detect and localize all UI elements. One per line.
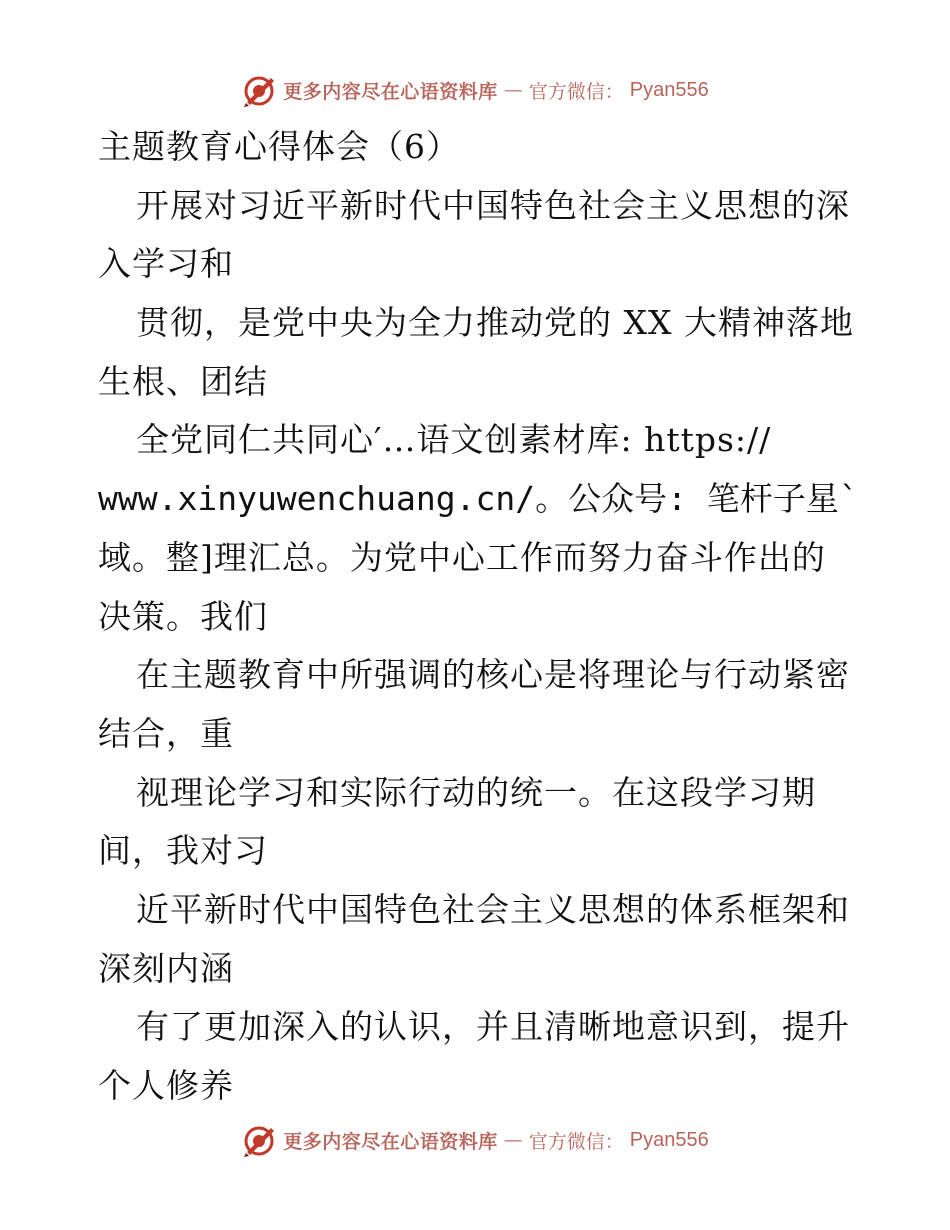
paragraph-line: 生根、团结 <box>98 361 268 401</box>
banner-separator: — <box>503 1129 523 1151</box>
paragraph-line: 间，我对习 <box>98 831 268 871</box>
banner-separator: — <box>503 79 523 101</box>
pen-logo-icon <box>241 1122 277 1158</box>
banner-wechat-id: Pyan556 <box>629 78 709 101</box>
paragraph-line: 在主题教育中所强调的核心是将理论与行动紧密 <box>136 655 850 695</box>
paragraph-line: 深刻内涵 <box>98 948 234 988</box>
banner-official-label: 官方微信： <box>528 1130 624 1153</box>
paragraph-line-url: www.xinyuwenchuang.cn/。公众号: 笔杆子星` <box>98 479 859 519</box>
footer-banner <box>0 1120 950 1160</box>
paragraph-line: 个人修养 <box>98 1066 234 1105</box>
banner-text: 更多内容尽在心语资料库 <box>283 80 498 103</box>
header-banner <box>0 70 950 110</box>
paragraph-line: 入学习和 <box>98 244 234 284</box>
paragraph-line: 全党同仁共同心′…语文创素材库: https:// <box>136 420 772 460</box>
paragraph-line: 决策。我们 <box>98 596 268 636</box>
banner-official-label: 官方微信： <box>528 80 624 103</box>
banner-text: 更多内容尽在心语资料库 <box>283 1130 498 1153</box>
document-title: 主题教育心得体会（6） <box>98 127 460 166</box>
paragraph-line: 结合，重 <box>98 713 234 753</box>
paragraph-line: 开展对习近平新时代中国特色社会主义思想的深 <box>136 185 850 225</box>
document-body <box>98 118 858 1116</box>
pen-logo-icon <box>241 72 277 108</box>
paragraph-line: 近平新时代中国特色社会主义思想的体系框架和 <box>136 889 850 929</box>
paragraph-line: 视理论学习和实际行动的统一。在这段学习期 <box>136 772 816 812</box>
paragraph-line: 贯彻，是党中央为全力推动党的 XX 大精神落地 <box>136 303 854 343</box>
paragraph-line: 有了更加深入的认识，并且清晰地意识到，提升 <box>136 1007 850 1047</box>
banner-wechat-id: Pyan556 <box>629 1128 709 1151</box>
paragraph-line: 域。整]理汇总。为党中心工作而努力奋斗作出的 <box>98 537 826 577</box>
